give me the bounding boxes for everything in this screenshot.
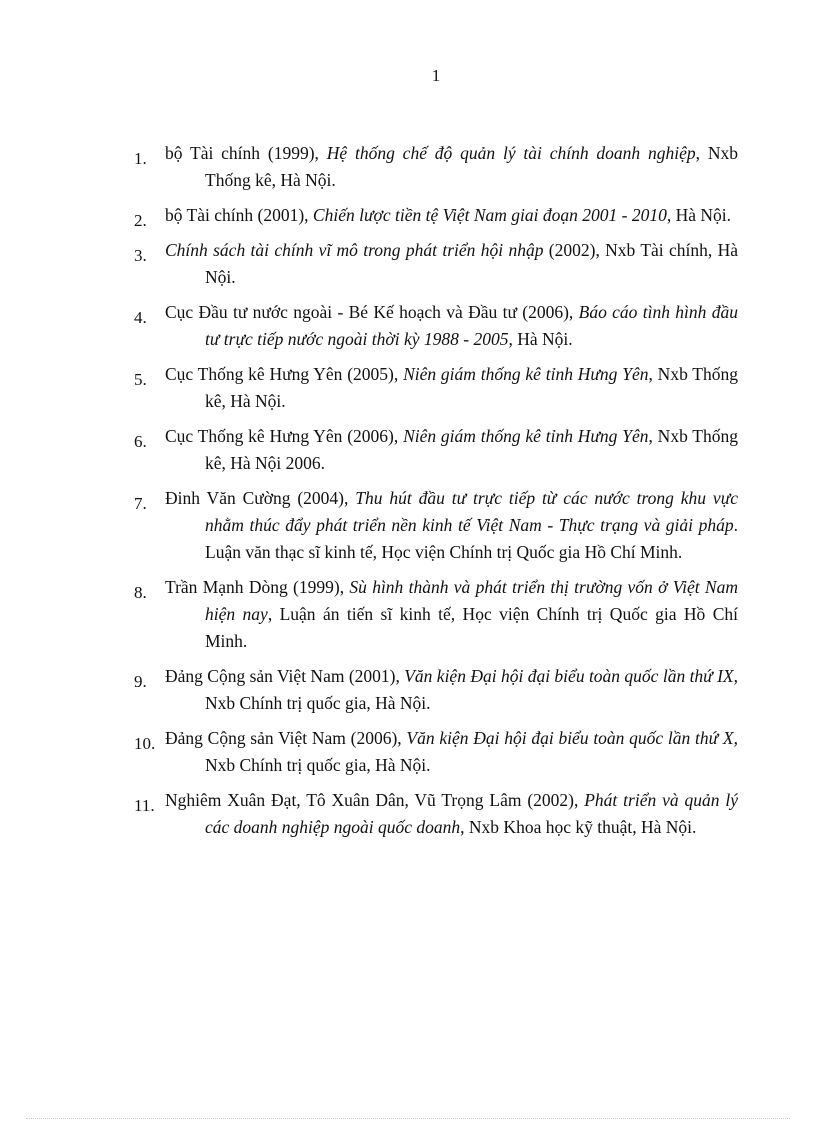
reference-publisher: , Nxb Thống kê, Hà Nội. xyxy=(205,364,738,411)
reference-item xyxy=(134,663,738,717)
page-number: 1 xyxy=(431,66,441,85)
reference-author: bộ Tài chính (2001), xyxy=(165,205,313,225)
reference-author: Cục Đầu tư nước ngoài - Bé Kế hoạch và Đầu tư (2006), xyxy=(165,302,579,322)
reference-title: Văn kiện Đại hội đại biểu toàn quốc lần thứ IX xyxy=(404,666,734,686)
reference-title: Sù hình thành và phát triển thị trường vốn ở Việt Nam hiện nay xyxy=(205,577,738,624)
reference-item xyxy=(134,361,738,415)
reference-number: 1. xyxy=(134,149,147,168)
reference-publisher: (2002), Nxb Tài chính, Hà Nội. xyxy=(205,240,738,287)
reference-item xyxy=(134,485,738,566)
reference-item xyxy=(134,725,738,779)
reference-number: 7. xyxy=(134,494,147,513)
reference-number: 9. xyxy=(134,672,147,691)
reference-item xyxy=(134,140,738,194)
reference-title: Niên giám thống kê tỉnh Hưng Yên xyxy=(403,426,649,446)
reference-author: Đinh Văn Cường (2004), xyxy=(165,488,356,508)
reference-title: Văn kiện Đại hội đại biểu toàn quốc lần thứ X xyxy=(406,728,734,748)
reference-publisher: , Hà Nội. xyxy=(508,329,573,349)
reference-title: Chiến lược tiền tệ Việt Nam giai đoạn 2001 - 2010 xyxy=(312,205,667,225)
reference-item xyxy=(134,202,738,229)
reference-author: Nghiêm Xuân Đạt, Tô Xuân Dân, Vũ Trọng Lâm (2002), xyxy=(165,790,585,810)
reference-author: Cục Thống kê Hưng Yên (2006), xyxy=(165,426,404,446)
reference-item xyxy=(134,574,738,655)
reference-publisher: , Nxb Thống kê, Hà Nội. xyxy=(205,143,739,190)
reference-number: 2. xyxy=(134,211,147,230)
reference-item xyxy=(134,237,738,291)
reference-list xyxy=(134,140,738,849)
page-bottom-divider xyxy=(26,1118,790,1119)
reference-item xyxy=(134,787,738,841)
reference-author: Trần Mạnh Dòng (1999), xyxy=(165,577,350,597)
reference-title: Niên giám thống kê tỉnh Hưng Yên xyxy=(403,364,649,384)
reference-author: Đảng Cộng sản Việt Nam (2001), xyxy=(165,666,405,686)
reference-author: bộ Tài chính (1999), xyxy=(165,143,327,163)
reference-author: Đảng Cộng sản Việt Nam (2006), xyxy=(165,728,407,748)
reference-title: Chính sách tài chính vĩ mô trong phát triển hội nhập xyxy=(165,240,544,260)
reference-number: 8. xyxy=(134,583,147,602)
reference-number: 3. xyxy=(134,246,147,265)
reference-publisher: . Luận văn thạc sĩ kinh tế, Học viện Chính trị Quốc gia Hồ Chí Minh. xyxy=(205,515,738,562)
reference-title: Hệ thống chế độ quản lý tài chính doanh nghiệp xyxy=(326,143,696,163)
reference-number: 10. xyxy=(134,734,156,753)
reference-publisher: , Nxb Chính trị quốc gia, Hà Nội. xyxy=(205,728,738,775)
reference-number: 5. xyxy=(134,370,147,389)
reference-item xyxy=(134,423,738,477)
reference-title: Phát triển và quản lý các doanh nghiệp ngoài quốc doanh xyxy=(205,790,738,837)
reference-publisher: , Nxb Khoa học kỹ thuật, Hà Nội. xyxy=(460,817,697,837)
reference-publisher: , Hà Nội. xyxy=(666,205,732,225)
reference-number: 4. xyxy=(134,308,147,327)
reference-author: Cục Thống kê Hưng Yên (2005), xyxy=(165,364,404,384)
reference-publisher: , Luận án tiến sĩ kinh tế, Học viện Chính trị Quốc gia Hồ Chí Minh. xyxy=(205,604,738,651)
reference-publisher: , Nxb Thống kê, Hà Nội 2006. xyxy=(205,426,738,473)
reference-item xyxy=(134,299,738,353)
reference-publisher: , Nxb Chính trị quốc gia, Hà Nội. xyxy=(205,666,738,713)
reference-number: 11. xyxy=(134,796,155,815)
reference-title: Báo cáo tình hình đầu tư trực tiếp nước ngoài thời kỳ 1988 - 2005 xyxy=(205,302,738,349)
reference-title: Thu hút đầu tư trực tiếp từ các nước trong khu vực nhằm thúc đẩy phát triển nền kinh tế Việt Nam - Thực trạng và giải pháp xyxy=(205,488,739,535)
reference-number: 6. xyxy=(134,432,147,451)
